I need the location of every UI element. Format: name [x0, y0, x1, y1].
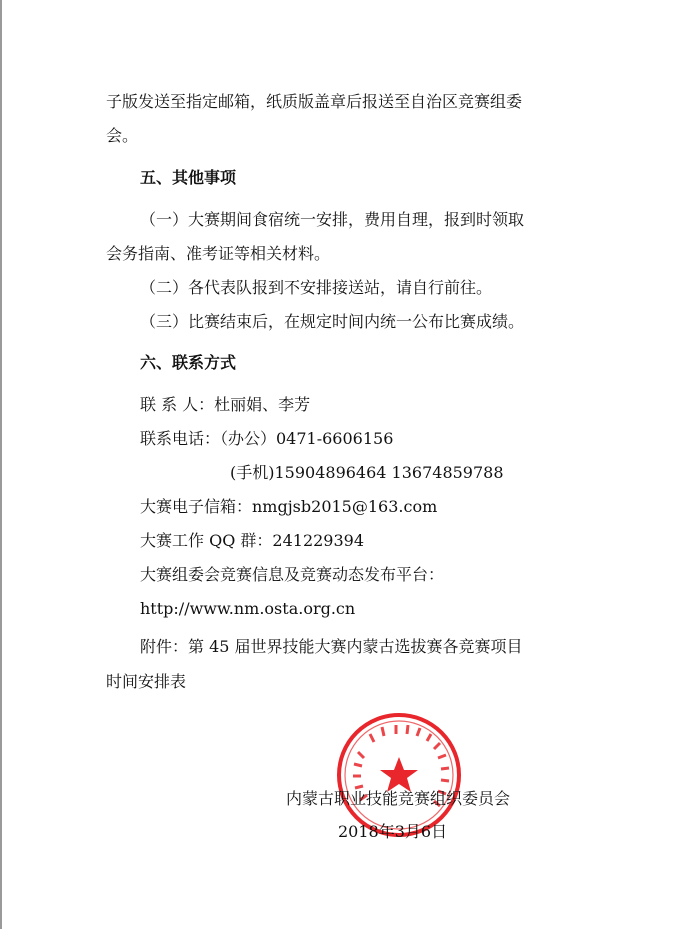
contact-phone-mobile: (手机)15904896464 13674859788 — [230, 463, 504, 482]
platform-label: 大赛组委会竞赛信息及竞赛动态发布平台： — [140, 565, 445, 584]
contact-phone-office: 联系电话：（办公）0471-6606156 — [140, 429, 394, 448]
section-heading-other-matters: 五、其他事项 — [140, 168, 237, 187]
attachment-line: 附件：第 45 届世界技能大赛内蒙古选拔赛各竞赛项目 — [140, 637, 523, 656]
paragraph-line: 会。 — [106, 126, 139, 145]
paragraph-line: 子版发送至指定邮箱，纸质版盖章后报送至自治区竞赛组委 — [106, 92, 523, 111]
contact-email: 大赛电子信箱：nmgjsb2015@163.com — [140, 497, 438, 516]
list-item-continuation: 会务指南、准考证等相关材料。 — [106, 244, 331, 263]
list-item: （一）大赛期间食宿统一安排，费用自理，报到时领取 — [140, 210, 525, 229]
contact-person: 联 系 人：杜丽娟、李芳 — [140, 395, 311, 414]
official-seal — [336, 712, 462, 838]
section-heading-contact: 六、联系方式 — [140, 353, 237, 372]
issue-date: 2018年3月6日 — [338, 822, 448, 841]
page-left-border — [0, 0, 2, 929]
list-item: （三）比赛结束后，在规定时间内统一公布比赛成绩。 — [140, 312, 525, 331]
attachment-line-continuation: 时间安排表 — [106, 672, 187, 691]
platform-url: http://www.nm.osta.org.cn — [140, 599, 356, 618]
issuing-organization: 内蒙古职业技能竞赛组织委员会 — [286, 789, 511, 808]
contact-qq-group: 大赛工作 QQ 群：241229394 — [140, 531, 365, 550]
list-item: （二）各代表队报到不安排接送站，请自行前往。 — [140, 278, 493, 297]
